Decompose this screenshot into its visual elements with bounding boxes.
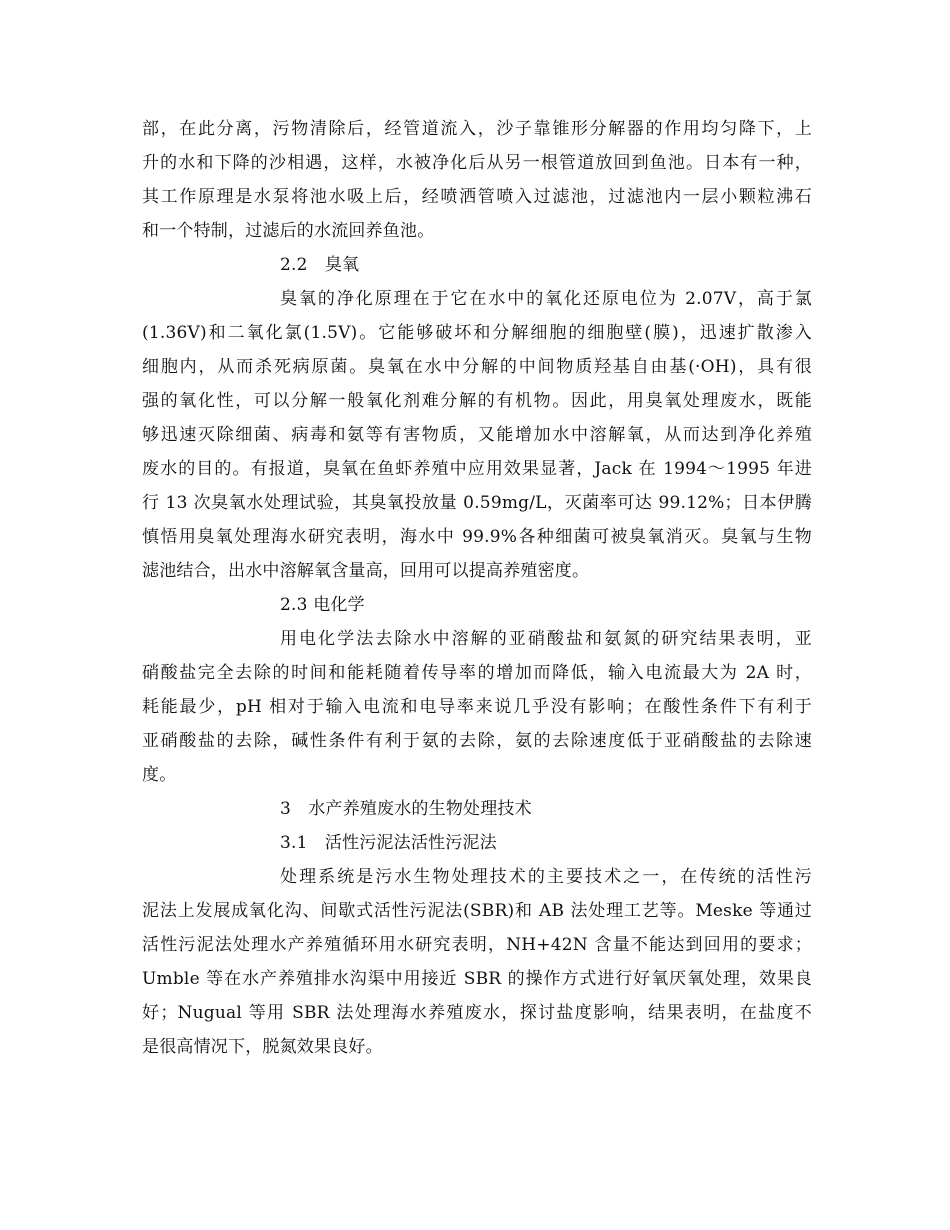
paragraph-line: 强的氧化性，可以分解一般氧化剂难分解的有机物。因此，用臭氧处理废水，既能	[142, 391, 812, 411]
paragraph-line: 行 13 次臭氧水处理试验，其臭氧投放量 0.59mg/L，灭菌率可达 99.12%；日本伊腾	[142, 493, 812, 513]
paragraph-line: 硝酸盐完全去除的时间和能耗随着传导率的增加而降低，输入电流最大为 2A 时，	[142, 663, 812, 683]
paragraph-line: 耗能最少，pH 相对于输入电流和电导率来说几乎没有影响；在酸性条件下有利于	[142, 697, 812, 717]
paragraph-line: 其工作原理是水泵将池水吸上后，经喷洒管喷入过滤池，过滤池内一层小颗粒沸石	[142, 187, 812, 207]
section-heading-2-2: 2.2 臭氧	[280, 255, 360, 275]
paragraph-line: 处理系统是污水生物处理技术的主要技术之一，在传统的活性污	[280, 867, 812, 887]
paragraph-line: 细胞内，从而杀死病原菌。臭氧在水中分解的中间物质羟基自由基(·OH)，具有很	[142, 357, 812, 377]
paragraph-line: 部，在此分离，污物清除后，经管道流入，沙子靠锥形分解器的作用均匀降下，上	[142, 119, 812, 139]
paragraph-line: 够迅速灭除细菌、病毒和氨等有害物质，又能增加水中溶解氧，从而达到净化养殖	[142, 425, 812, 445]
section-heading-3-1: 3.1 活性污泥法活性污泥法	[280, 833, 497, 853]
section-heading-3: 3 水产养殖废水的生物处理技术	[280, 799, 532, 819]
paragraph-line: 度。	[142, 765, 177, 785]
paragraph-line: 升的水和下降的沙相遇，这样，水被净化后从另一根管道放回到鱼池。日本有一种，	[142, 153, 812, 173]
paragraph-line: 好；Nugual 等用 SBR 法处理海水养殖废水，探讨盐度影响，结果表明，在盐度不	[142, 1003, 812, 1023]
paragraph-line: 臭氧的净化原理在于它在水中的氧化还原电位为 2.07V，高于氯	[280, 289, 812, 309]
paragraph-line: 慎悟用臭氧处理海水研究表明，海水中 99.9%各种细菌可被臭氧消灭。臭氧与生物	[142, 527, 812, 547]
paragraph-line: 是很高情况下，脱氮效果良好。	[142, 1037, 383, 1057]
paragraph-line: 和一个特制，过滤后的水流回养鱼池。	[142, 221, 435, 241]
section-heading-2-3: 2.3 电化学	[280, 595, 365, 615]
paragraph-line: (1.36V)和二氧化氯(1.5V)。它能够破坏和分解细胞的细胞壁(膜)，迅速扩散渗入	[142, 323, 812, 343]
paragraph-line: 滤池结合，出水中溶解氧含量高，回用可以提高养殖密度。	[142, 561, 590, 581]
document-body	[142, 112, 812, 1064]
paragraph-line: 废水的目的。有报道，臭氧在鱼虾养殖中应用效果显著，Jack 在 1994～1995 年进	[142, 459, 812, 479]
paragraph-line: 泥法上发展成氧化沟、间歇式活性污泥法(SBR)和 AB 法处理工艺等。Meske 等通过	[142, 901, 812, 921]
paragraph-line: 亚硝酸盐的去除，碱性条件有利于氨的去除，氨的去除速度低于亚硝酸盐的去除速	[142, 731, 812, 751]
paragraph-line: 用电化学法去除水中溶解的亚硝酸盐和氨氮的研究结果表明，亚	[280, 629, 812, 649]
paragraph-line: 活性污泥法处理水产养殖循环用水研究表明，NH+42N 含量不能达到回用的要求；	[142, 935, 812, 955]
paragraph-line: Umble 等在水产养殖排水沟渠中用接近 SBR 的操作方式进行好氧厌氧处理，效果良	[142, 969, 812, 989]
